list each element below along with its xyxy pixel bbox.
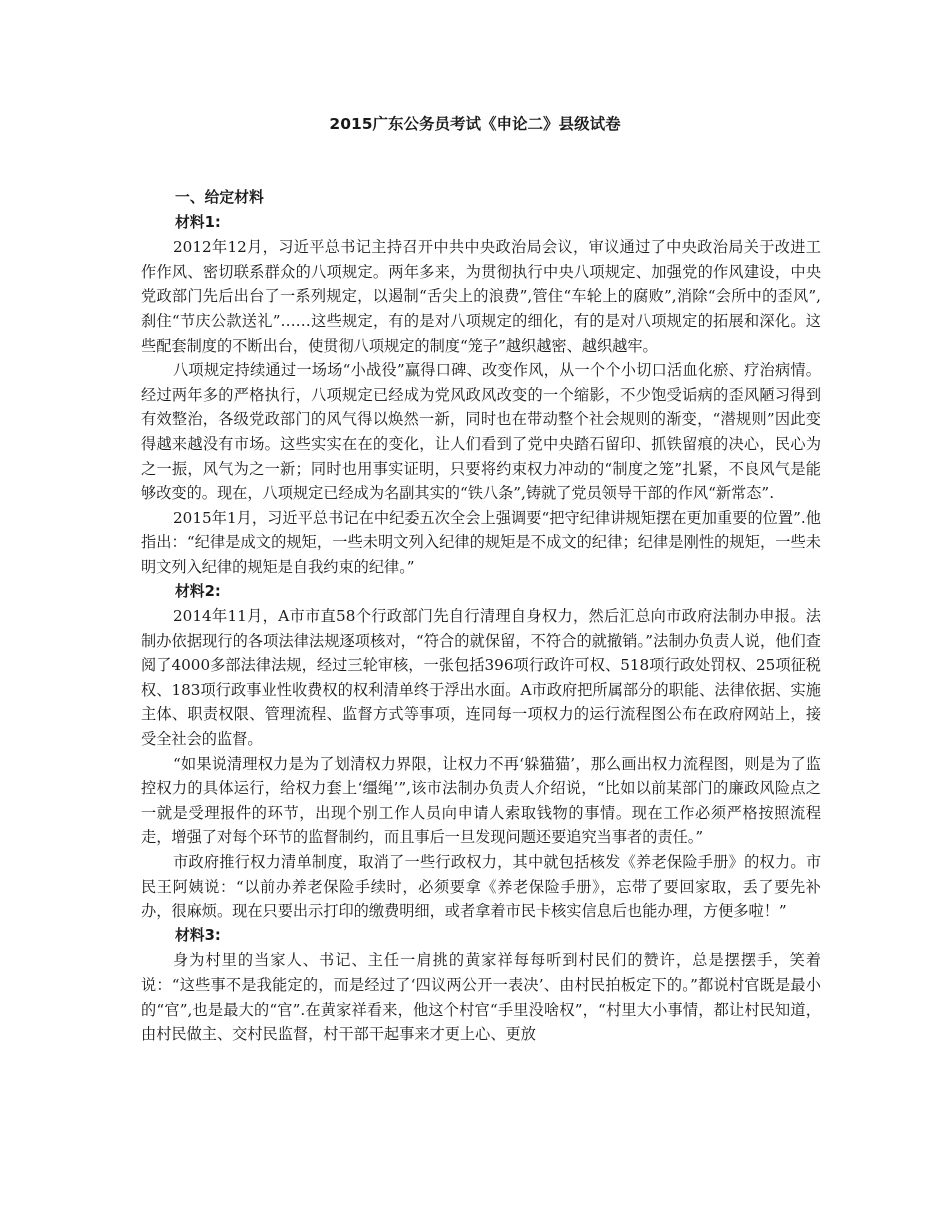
paragraph: 2012年12月，习近平总书记主持召开中共中央政治局会议，审议通过了中央政治局关于改进工作作风、密切联系群众的八项规定。两年多来，为贯彻执行中央八项规定、加强党的作风建设，中央党政部门先后出台了一系列规定，以遏制“舌尖上的浪费”,管住“车轮上的腐败”,消除“会所中的歪风”,刹住“节庆公款送礼”……这些规定，有的是对八项规定的细化，有的是对八项规定的拓展和深化。这些配套制度的不断出台，使贯彻八项规定的制度“笼子”越织越密、越织越牢。 <box>141 238 821 355</box>
paragraph: “如果说清理权力是为了划清权力界限，让权力不再‘躲猫猫’，那么画出权力流程图，则是为了监控权力的具体运行，给权力套上‘缰绳’”,该市法制办负责人介绍说，“比如以前某部门的廉政风险点之一就是受理报件的环节，出现个别工作人员向申请人索取钱物的事情。现在工作必须严格按照流程走，增强了对每个环节的监督制约，而且事后一旦发现问题还要追究当事者的责任。” <box>141 754 821 847</box>
material-label: 材料1: <box>175 213 221 231</box>
paragraph: 2015年1月，习近平总书记在中纪委五次全会上强调要“把守纪律讲规矩摆在更加重要的位置”.他指出：“纪律是成文的规矩，一些未明文列入纪律的规矩是不成文的纪律；纪律是刚性的规矩，一些未明文列入纪律的规矩是自我约束的纪律。” <box>141 508 821 576</box>
material-1 <box>141 211 821 580</box>
paragraph: 2014年11月，A市市直58个行政部门先自行清理自身权力，然后汇总向市政府法制办申报。法制办依据现行的各项法律法规逐项核对，“符合的就保留，不符合的就撤销。”法制办负责人说，他们查阅了4000多部法律法规，经过三轮审核，一张包括396项行政许可权、518项行政处罚权、25项征税权、183项行政事业性收费权的权利清单终于浮出水面。A市政府把所属部分的职能、法律依据、实施主体、职责权限、管理流程、监督方式等事项，连同每一项权力的运行流程图公布在政府网站上，接受全社会的监督。 <box>141 607 821 749</box>
material-label: 材料2: <box>175 582 221 600</box>
paragraph: 身为村里的当家人、书记、主任一肩挑的黄家祥每每听到村民们的赞许，总是摆摆手，笑着说：“这些事不是我能定的，而是经过了‘四议两公开一表决’、由村民拍板定下的。”都说村官既是最小的“官”,也是最大的“官”.在黄家祥看来，他这个村官“手里没啥权”，“村里大小事情，都让村民知道，由村民做主、交村民监督，村干部干起事来才更上心、更放 <box>141 951 821 1044</box>
document-body <box>141 186 821 1047</box>
section-heading: 一、给定材料 <box>175 189 264 206</box>
material-3 <box>141 924 821 1047</box>
material-2 <box>141 580 821 924</box>
paragraph: 市政府推行权力清单制度，取消了一些行政权力，其中就包括核发《养老保险手册》的权力。市民王阿姨说：“以前办养老保险手续时，必须要拿《养老保险手册》，忘带了要回家取，丢了要先补办，很麻烦。现在只要出示打印的缴费明细，或者拿着市民卡核实信息后也能办理，方便多啦！” <box>141 853 821 921</box>
material-label: 材料3: <box>175 926 221 944</box>
document-title: 2015广东公务员考试《申论二》县级试卷 <box>329 115 621 133</box>
paragraph: 八项规定持续通过一场场“小战役”赢得口碑、改变作风，从一个个小切口活血化瘀、疗治病情。经过两年多的严格执行，八项规定已经成为党风政风改变的一个缩影，不少饱受诟病的歪风陋习得到有效整治，各级党政部门的风气得以焕然一新，同时也在带动整个社会规则的渐变，“潜规则”因此变得越来越没有市场。这些实实在在的变化，让人们看到了党中央踏石留印、抓铁留痕的决心，民心为之一振，风气为之一新；同时也用事实证明，只要将约束权力冲动的“制度之笼”扎紧，不良风气是能够改变的。现在，八项规定已经成为名副其实的“铁八条”,铸就了党员领导干部的作风“新常态”. <box>141 361 821 503</box>
